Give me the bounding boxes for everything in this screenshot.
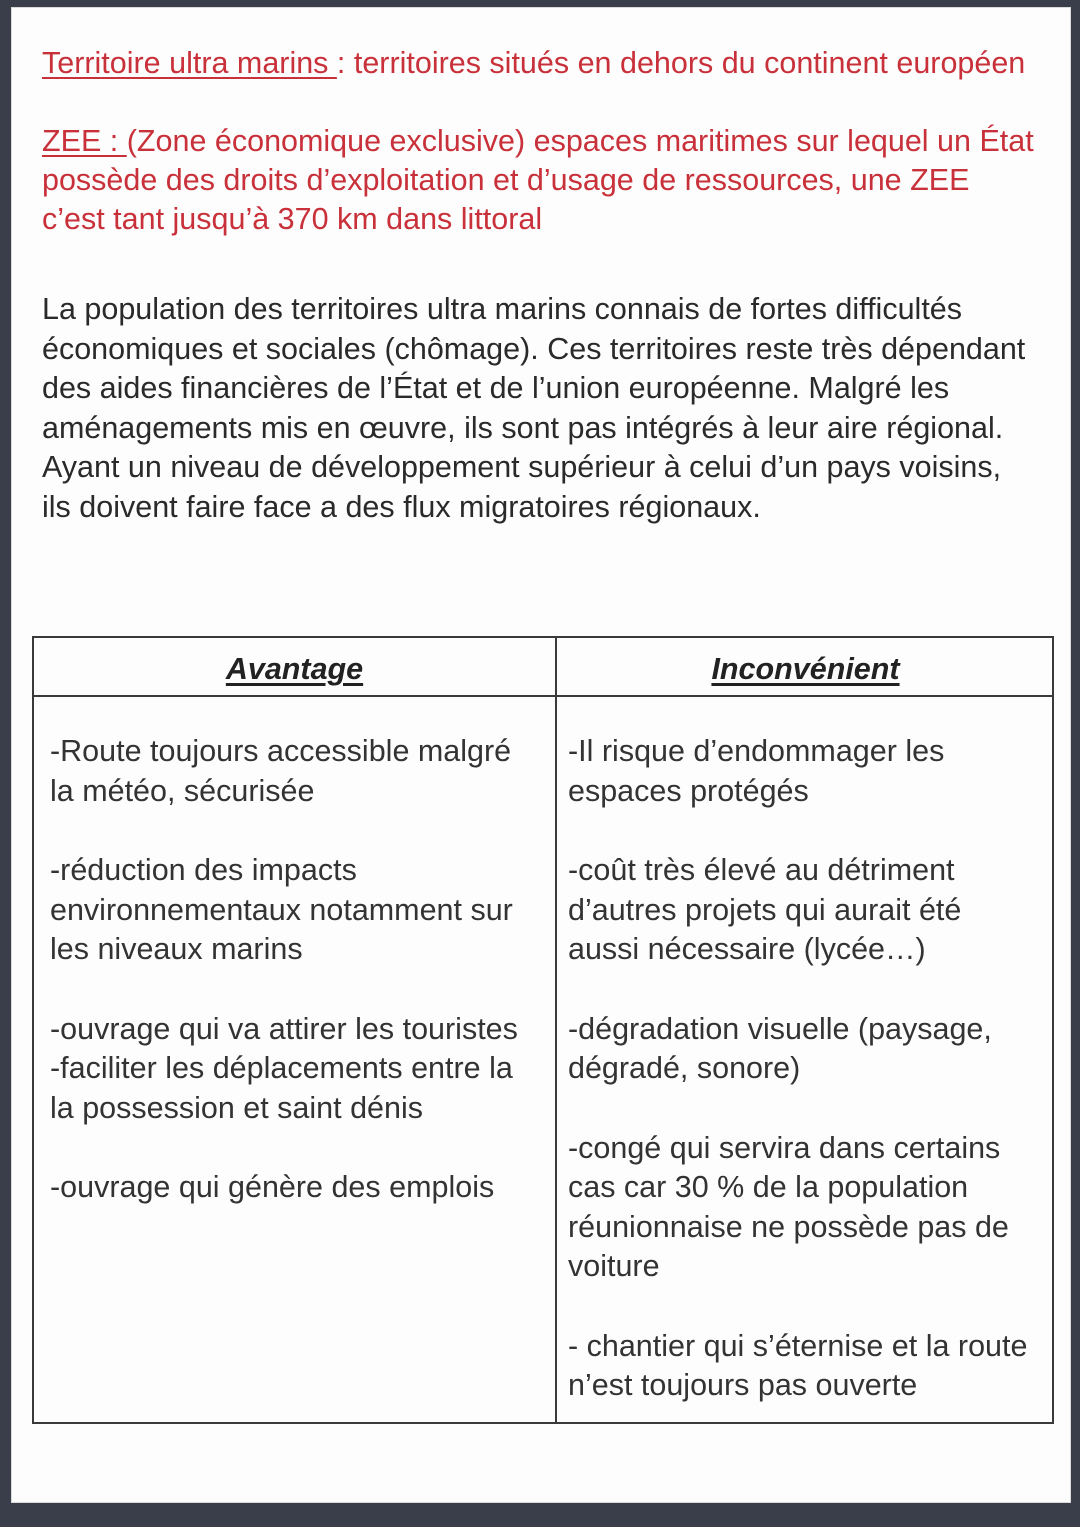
header-avantage: Avantage [225, 652, 364, 686]
definition-term: Territoire ultra marins [42, 46, 337, 80]
paragraph-text: La population des territoires ultra marins connais de fortes difficultés économiques et sociales (chômage). Ces territoires reste très dépendant des aides financières de l’État et de l’union européenne. Malgré les aménagements mis en œuvre, ils sont pas intégrés à leur aire régional. Ayant un niveau de développement supérieur à celui d’un pays voisins, ils doivent faire face a des flux migratoires régionaux. [42, 292, 1026, 524]
pros-cons-table [32, 636, 1054, 1424]
header-inconvenient: Inconvénient [711, 652, 900, 686]
avantage-item: -faciliter les déplacements entre la la possession et saint dénis [50, 1051, 513, 1125]
avantages-column [50, 732, 545, 1208]
definition-territoires-ultra-marins [42, 44, 1052, 83]
definition-term: ZEE : [42, 124, 127, 158]
inconvenient-item: -congé qui servira dans certains cas car 30 % de la population réunionnaise ne possède pas de voiture [568, 1130, 1009, 1283]
inconvenient-item: -Il risque d’endommager les espaces protégés [568, 734, 945, 808]
inconvenients-column [568, 732, 1048, 1406]
inconvenient-item: -coût très élevé au détriment d’autres projets qui aurait été aussi nécessaire (lycée…) [568, 853, 962, 966]
definitions-section [42, 44, 1052, 239]
avantage-item: -ouvrage qui génère des emplois [50, 1170, 495, 1204]
header-divider [34, 695, 1052, 697]
definition-text: : territoires situés en dehors du continent européen [336, 46, 1026, 80]
avantage-item: -réduction des impacts environnementaux notamment sur les niveaux marins [50, 853, 513, 966]
definition-text: (Zone économique exclusive) espaces maritimes sur lequel un État possède des droits d’exploitation et d’usage de ressources, une ZEE c’est tant jusqu’à 370 km dans littoral [42, 124, 1034, 236]
avantage-item: -Route toujours accessible malgré la météo, sécurisée [50, 734, 512, 808]
note-sheet [12, 8, 1070, 1502]
avantage-item: -ouvrage qui va attirer les touristes [50, 1011, 518, 1046]
inconvenient-item: - chantier qui s’éternise et la route n’est toujours pas ouverte [568, 1328, 1028, 1402]
column-divider [555, 638, 557, 1422]
definition-zee [42, 122, 1052, 239]
population-paragraph [42, 290, 1052, 527]
inconvenient-item: -dégradation visuelle (paysage, dégradé, sonore) [568, 1011, 992, 1085]
